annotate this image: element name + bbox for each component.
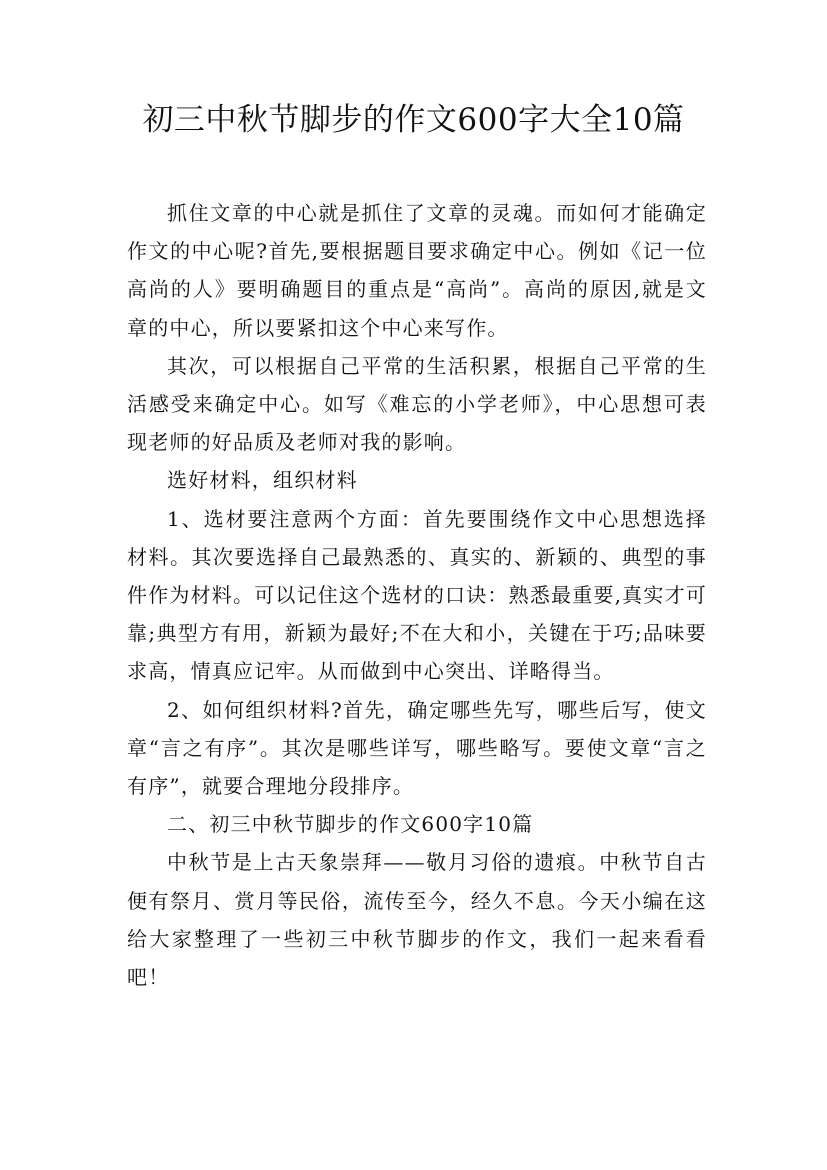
paragraph-intro: 抓住文章的中心就是抓住了文章的灵魂。而如何才能确定作文的中心呢?首先,要根据题目要求确定中心。例如《记一位高尚的人》要明确题目的重点是“高尚”。高尚的原因,就是文章的中心，所以要紧扣这个中心来写作。: [127, 201, 707, 340]
section-heading-essays: 二、初三中秋节脚步的作文600字10篇: [167, 812, 534, 837]
paragraph-point-1: 1、选材要注意两个方面：首先要围绕作文中心思想选择材料。其次要选择自己最熟悉的、真实的、新颖的、典型的事件作为材料。可以记住这个选材的口诀：熟悉最重要,真实才可靠;典型方有用，新颖为最好;不在大和小，关键在于巧;品味要求高，情真应记牢。从而做到中心突出、详略得当。: [127, 506, 707, 684]
paragraph-mid-autumn-intro: 中秋节是上古天象崇拜——敬月习俗的遗痕。中秋节自古便有祭月、赏月等民俗，流传至今，经久不息。今天小编在这给大家整理了一些初三中秋节脚步的作文，我们一起来看看吧！: [127, 850, 707, 990]
document-body: [127, 194, 707, 996]
section-heading-materials: 选好材料，组织材料: [167, 468, 358, 493]
paragraph-second: 其次，可以根据自己平常的生活积累，根据自己平常的生活感受来确定中心。如写《难忘的小学老师》，中心思想可表现老师的好品质及老师对我的影响。: [127, 353, 707, 455]
document-title: 初三中秋节脚步的作文600字大全10篇: [142, 102, 685, 138]
paragraph-point-2: 2、如何组织材料?首先，确定哪些先写，哪些后写，使文章“言之有序”。其次是哪些详写，哪些略写。要使文章“言之有序”，就要合理地分段排序。: [127, 697, 707, 799]
